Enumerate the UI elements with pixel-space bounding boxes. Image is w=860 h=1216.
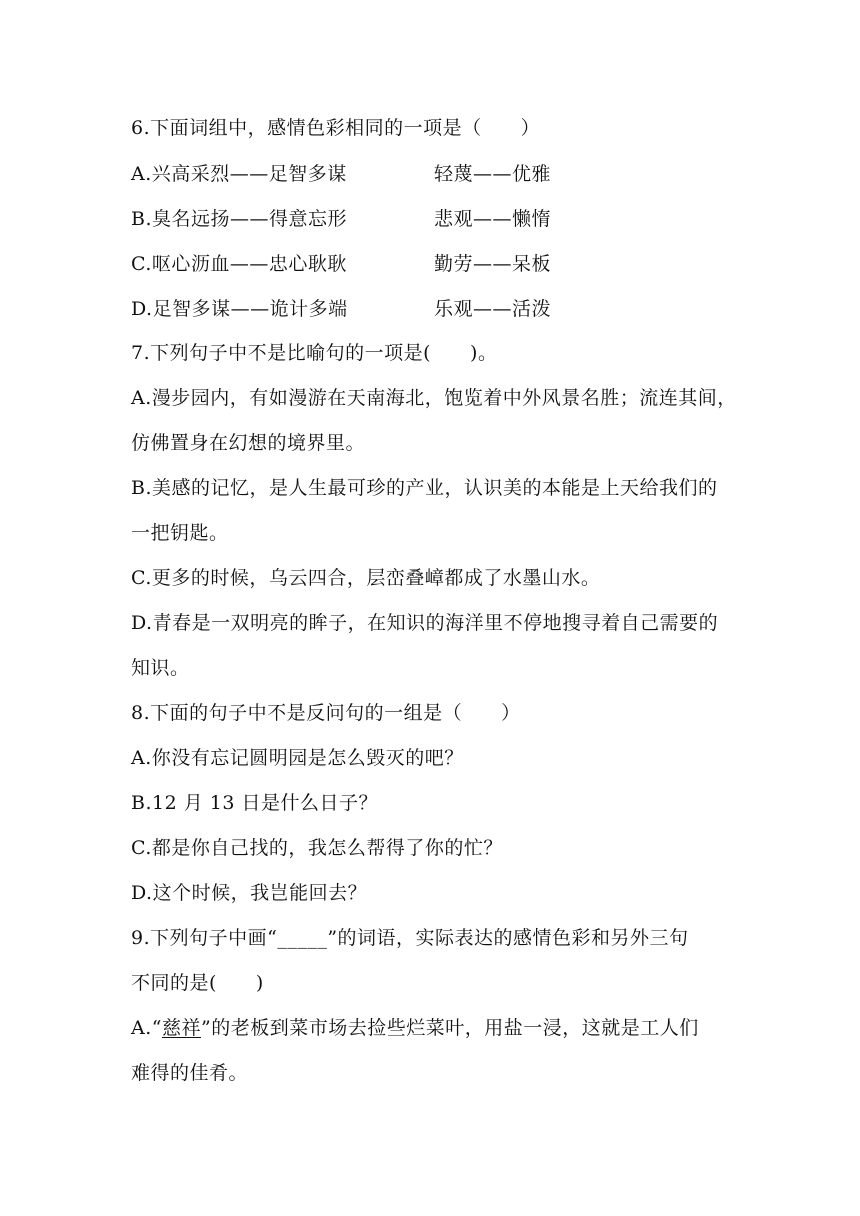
q6-option-d-left: D.足智多谋——诡计多端 <box>131 298 348 320</box>
q9-option-a-line2: 难得的佳肴。 <box>131 1062 249 1084</box>
q6-option-b-right: 悲观——懒惰 <box>434 208 552 230</box>
q6-option-c-right: 勤劳——呆板 <box>434 253 552 275</box>
q7-option-c: C.更多的时候，乌云四合，层峦叠嶂都成了水墨山水。 <box>131 567 601 589</box>
q7-option-a-line1: A.漫步园内，有如漫游在天南海北，饱览着中外风景名胜；流连其间， <box>131 387 737 409</box>
q8-stem: 8.下面的句子中不是反问句的一组是（ ） <box>131 702 521 724</box>
q9-stem-line1 <box>131 926 689 950</box>
q6-option-d-right: 乐观——活泼 <box>434 298 552 320</box>
q7-stem: 7.下列句子中不是比喻句的一项是( )。 <box>131 342 498 364</box>
q9-option-a-prefix: A.“ <box>131 1017 162 1039</box>
q9-stem-line2: 不同的是( ) <box>131 972 264 994</box>
q8-option-c: C.都是你自己找的，我怎么帮得了你的忙？ <box>131 837 503 859</box>
q6-option-c-left: C.呕心沥血——忠心耿耿 <box>131 253 347 275</box>
q6-option-a-left: A.兴高采烈——足智多谋 <box>131 163 347 185</box>
q9-option-a-line1 <box>131 1016 699 1040</box>
q7-option-d-line1: D.青春是一双明亮的眸子，在知识的海洋里不停地搜寻着自己需要的 <box>131 612 719 634</box>
q8-option-b: B.12 月 13 日是什么日子？ <box>131 792 378 814</box>
q9-underlined-word: 慈祥 <box>161 1017 201 1039</box>
q7-option-b-line2: 一把钥匙。 <box>131 522 229 544</box>
q7-option-b-line1: B.美感的记忆，是人生最可珍的产业，认识美的本能是上天给我们的 <box>131 477 718 499</box>
q8-option-a: A.你没有忘记圆明园是怎么毁灭的吧？ <box>131 747 464 769</box>
q7-option-a-line2: 仿佛置身在幻想的境界里。 <box>131 432 366 454</box>
q9-stem-prefix: 9.下列句子中画“ <box>131 927 278 949</box>
q9-stem-suffix: ”的词语，实际表达的感情色彩和另外三句 <box>327 927 689 949</box>
q6-stem: 6.下面词组中，感情色彩相同的一项是（ ） <box>131 117 541 139</box>
q9-option-a-suffix: ”的老板到菜市场去捡些烂菜叶，用盐一浸，这就是工人们 <box>201 1017 699 1039</box>
q9-blank: _____ <box>277 927 328 949</box>
q6-option-b-left: B.臭名远扬——得意忘形 <box>131 208 348 230</box>
q7-option-d-line2: 知识。 <box>131 657 190 679</box>
q6-option-a-right: 轻蔑——优雅 <box>434 163 552 185</box>
q8-option-d: D.这个时候，我岂能回去？ <box>131 882 368 904</box>
